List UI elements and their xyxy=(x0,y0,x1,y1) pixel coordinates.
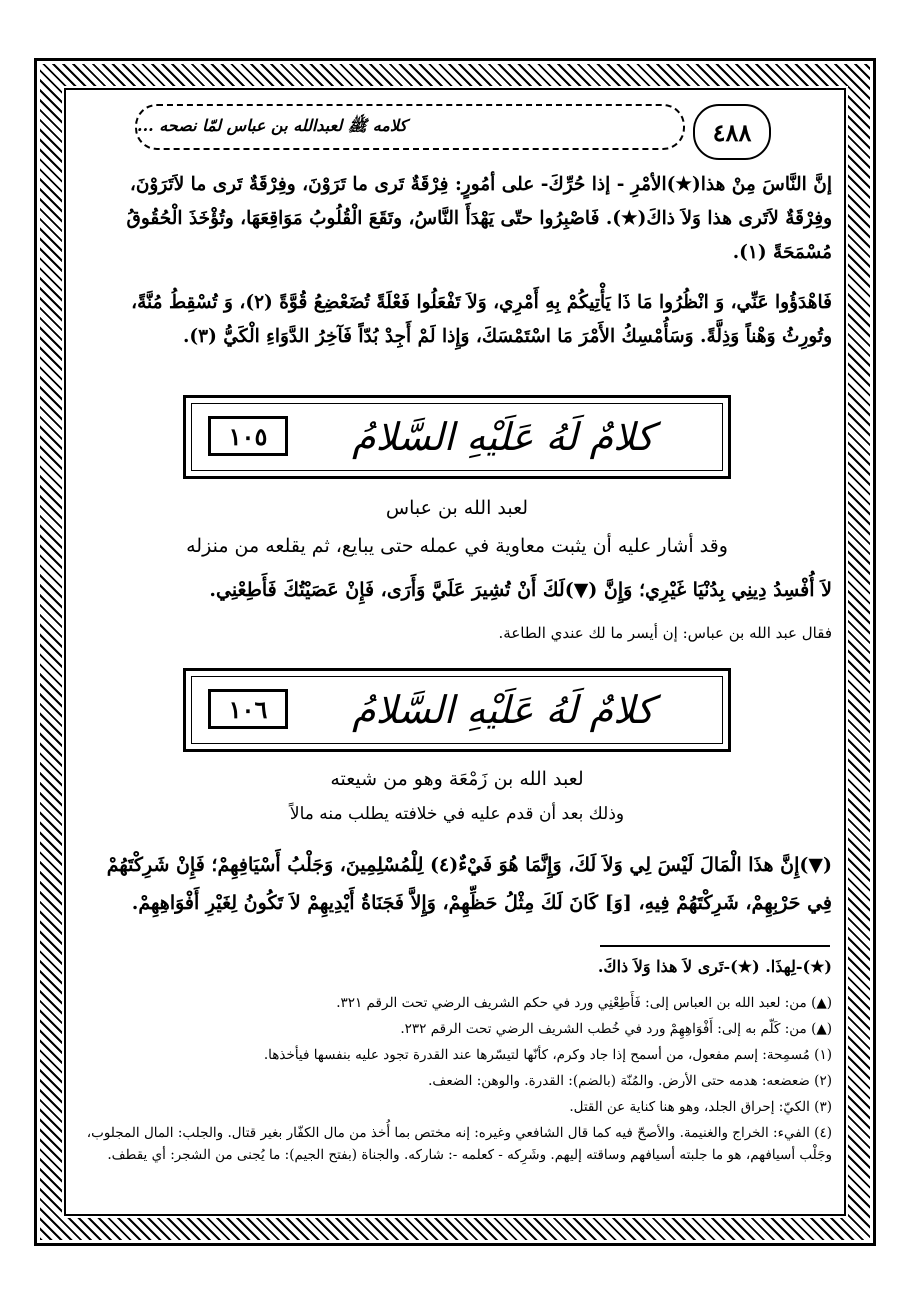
section-106-text: (▼)إِنَّ هذَا الْمَالَ لَيْسَ لِي وَلاَ لَكَ، وَإِنَّمَا هُوَ فَيْءٌ(٤) لِلْمُسْلِمِينَ، وَجَلْبُ أَسْيَافِهِمْ؛ فَإِنْ شَرِكْتَهُمْ فِي حَرْبِهِمْ، شَرِكْتَهُمْ فِيهِ، [وَ] كَانَ لَكَ مِثْلُ حَظِّهِمْ، وَإِلاَّ فَجَنَاةُ أَيْدِيهِمْ لاَ تَكُونُ لِغَيْرِ أَفْوَاهِهِمْ. xyxy=(106,854,832,914)
section-105-number: ١٠٥ xyxy=(208,416,288,456)
footnote-1: (▲) من: لعبد الله بن العباس إلى: فَأَطِعْنِي ورد في حكم الشريف الرضي تحت الرقم ٣٢١. xyxy=(336,995,832,1011)
section-105-banner xyxy=(183,395,731,479)
page-number: ٤٨٨ xyxy=(693,104,771,160)
section-106-number: ١٠٦ xyxy=(208,689,288,729)
footnote-3: (١) مُسمِحة: إسم مفعول، من أسمح إذا جاد وكرم، كأنّها لتيسّرها عند القدرة تجود عليه بنفسها فيأخذها. xyxy=(263,1047,832,1063)
footnote-2: (▲) من: كَلّم به إلى: أَفْوَاهِهِمْ ورد في خُطب الشريف الرضي تحت الرقم ٢٣٢. xyxy=(400,1021,832,1037)
footnote-6: (٤) الفيء: الخراج والغنيمة. والأصحّ فيه كما قال الشافعي وغيره: إنه مختص بما أُخذ من مال الكفّار بغير قتال. والجلب: المال المجلوب، وجَلْب أسيافهم، هو ما جلبته أسيافهم وساقته إليهم. وشَرِكه - كعلمه -: شاركه. والجناة (بفتح الجيم): ما يُجنى من الشجر: أي يقطف. xyxy=(86,1125,832,1163)
footnote-4: (٢) ضعضعه: هدمه حتى الأرض. والمُنّة (بالضم): القدرة. والوهن: الضعف. xyxy=(428,1073,832,1089)
section-105-title: كلامٌ لَهُ عَلَيْهِ السَّلامُ xyxy=(352,415,654,459)
footnote-rule xyxy=(600,945,830,947)
section-105-context: وقد أشار عليه أن يثبت معاوية في عمله حتى يبايع، ثم يقلعه من منزله xyxy=(186,535,728,557)
footnote-5: (٣) الكيّ: إحراق الجلد، وهو هنا كناية عن القتل. xyxy=(569,1099,832,1115)
section-105-recipient: لعبد الله بن عباس xyxy=(385,497,529,519)
section-105-text: لاَ أُفْسِدُ دِينِي بِدُنْيَا غَيْرِي؛ وَإِنَّ (▼)لَكَ أَنْ تُشِيرَ عَلَيَّ وَأَرَى، فَإِنْ عَصَيْتُكَ فَأَطِعْنِي. xyxy=(209,579,832,601)
section-105-reply: فقال عبد الله بن عباس: إن أيسر ما لك عندي الطاعة. xyxy=(498,624,832,642)
section-106-title: كلامٌ لَهُ عَلَيْهِ السَّلامُ xyxy=(352,688,654,732)
section-106-banner xyxy=(183,668,731,752)
intro-paragraph-2: فَاهْدَؤُوا عَنِّي، وَ انْظُرُوا مَا ذَا يَأْتِيكُمْ بِهِ أَمْرِي، وَلاَ تَفْعَلُوا فَعْلَةً تُضَعْضِعُ قُوَّةً (٢)، وَ تُسْقِطُ مُنَّةً، وتُورِثُ وَهْناً وَذِلَّةً. وَسَأُمْسِكُ الأَمْرَ مَا اسْتَمْسَكَ، وَإِذا لَمْ أَجِدْ بُدّاً فَآخِرُ الدَّوَاءِ الْكَيُّ (٣). xyxy=(131,292,832,347)
variant-readings: (★)-لِهذَا. (★)-تَرى لاَ هذا وَلاَ ذاكَ. xyxy=(597,957,832,976)
running-header: كلامه ﷺ لعبدالله بن عباس لمّا نصحه ... xyxy=(135,104,685,150)
section-106-context: وذلك بعد أن قدم عليه في خلافته يطلب منه مالاً xyxy=(289,804,625,824)
intro-paragraph-1: إنَّ النَّاسَ مِنْ هذا(★)الأمْرِ - إذا حُرِّكَ- على أمُورٍ: فِرْقَةٌ تَرى ما تَرَوْنَ، وفِرْقَةٌ تَرى ما لاَتَرَوْنَ، وفِرْقَةٌ لاَتَرى هذا وَلاَ ذاكَ(★). فَاصْبِرُوا حتّى يَهْدَأَ النَّاسُ، وتَقَعَ الْقُلُوبُ مَوَاقِعَهَا، وتُؤْخَذَ الْحُقُوقُ مُسْمَحَةً (١). xyxy=(126,174,832,263)
section-106-recipient: لعبد الله بن زَمْعَة وهو من شيعته xyxy=(330,768,584,790)
